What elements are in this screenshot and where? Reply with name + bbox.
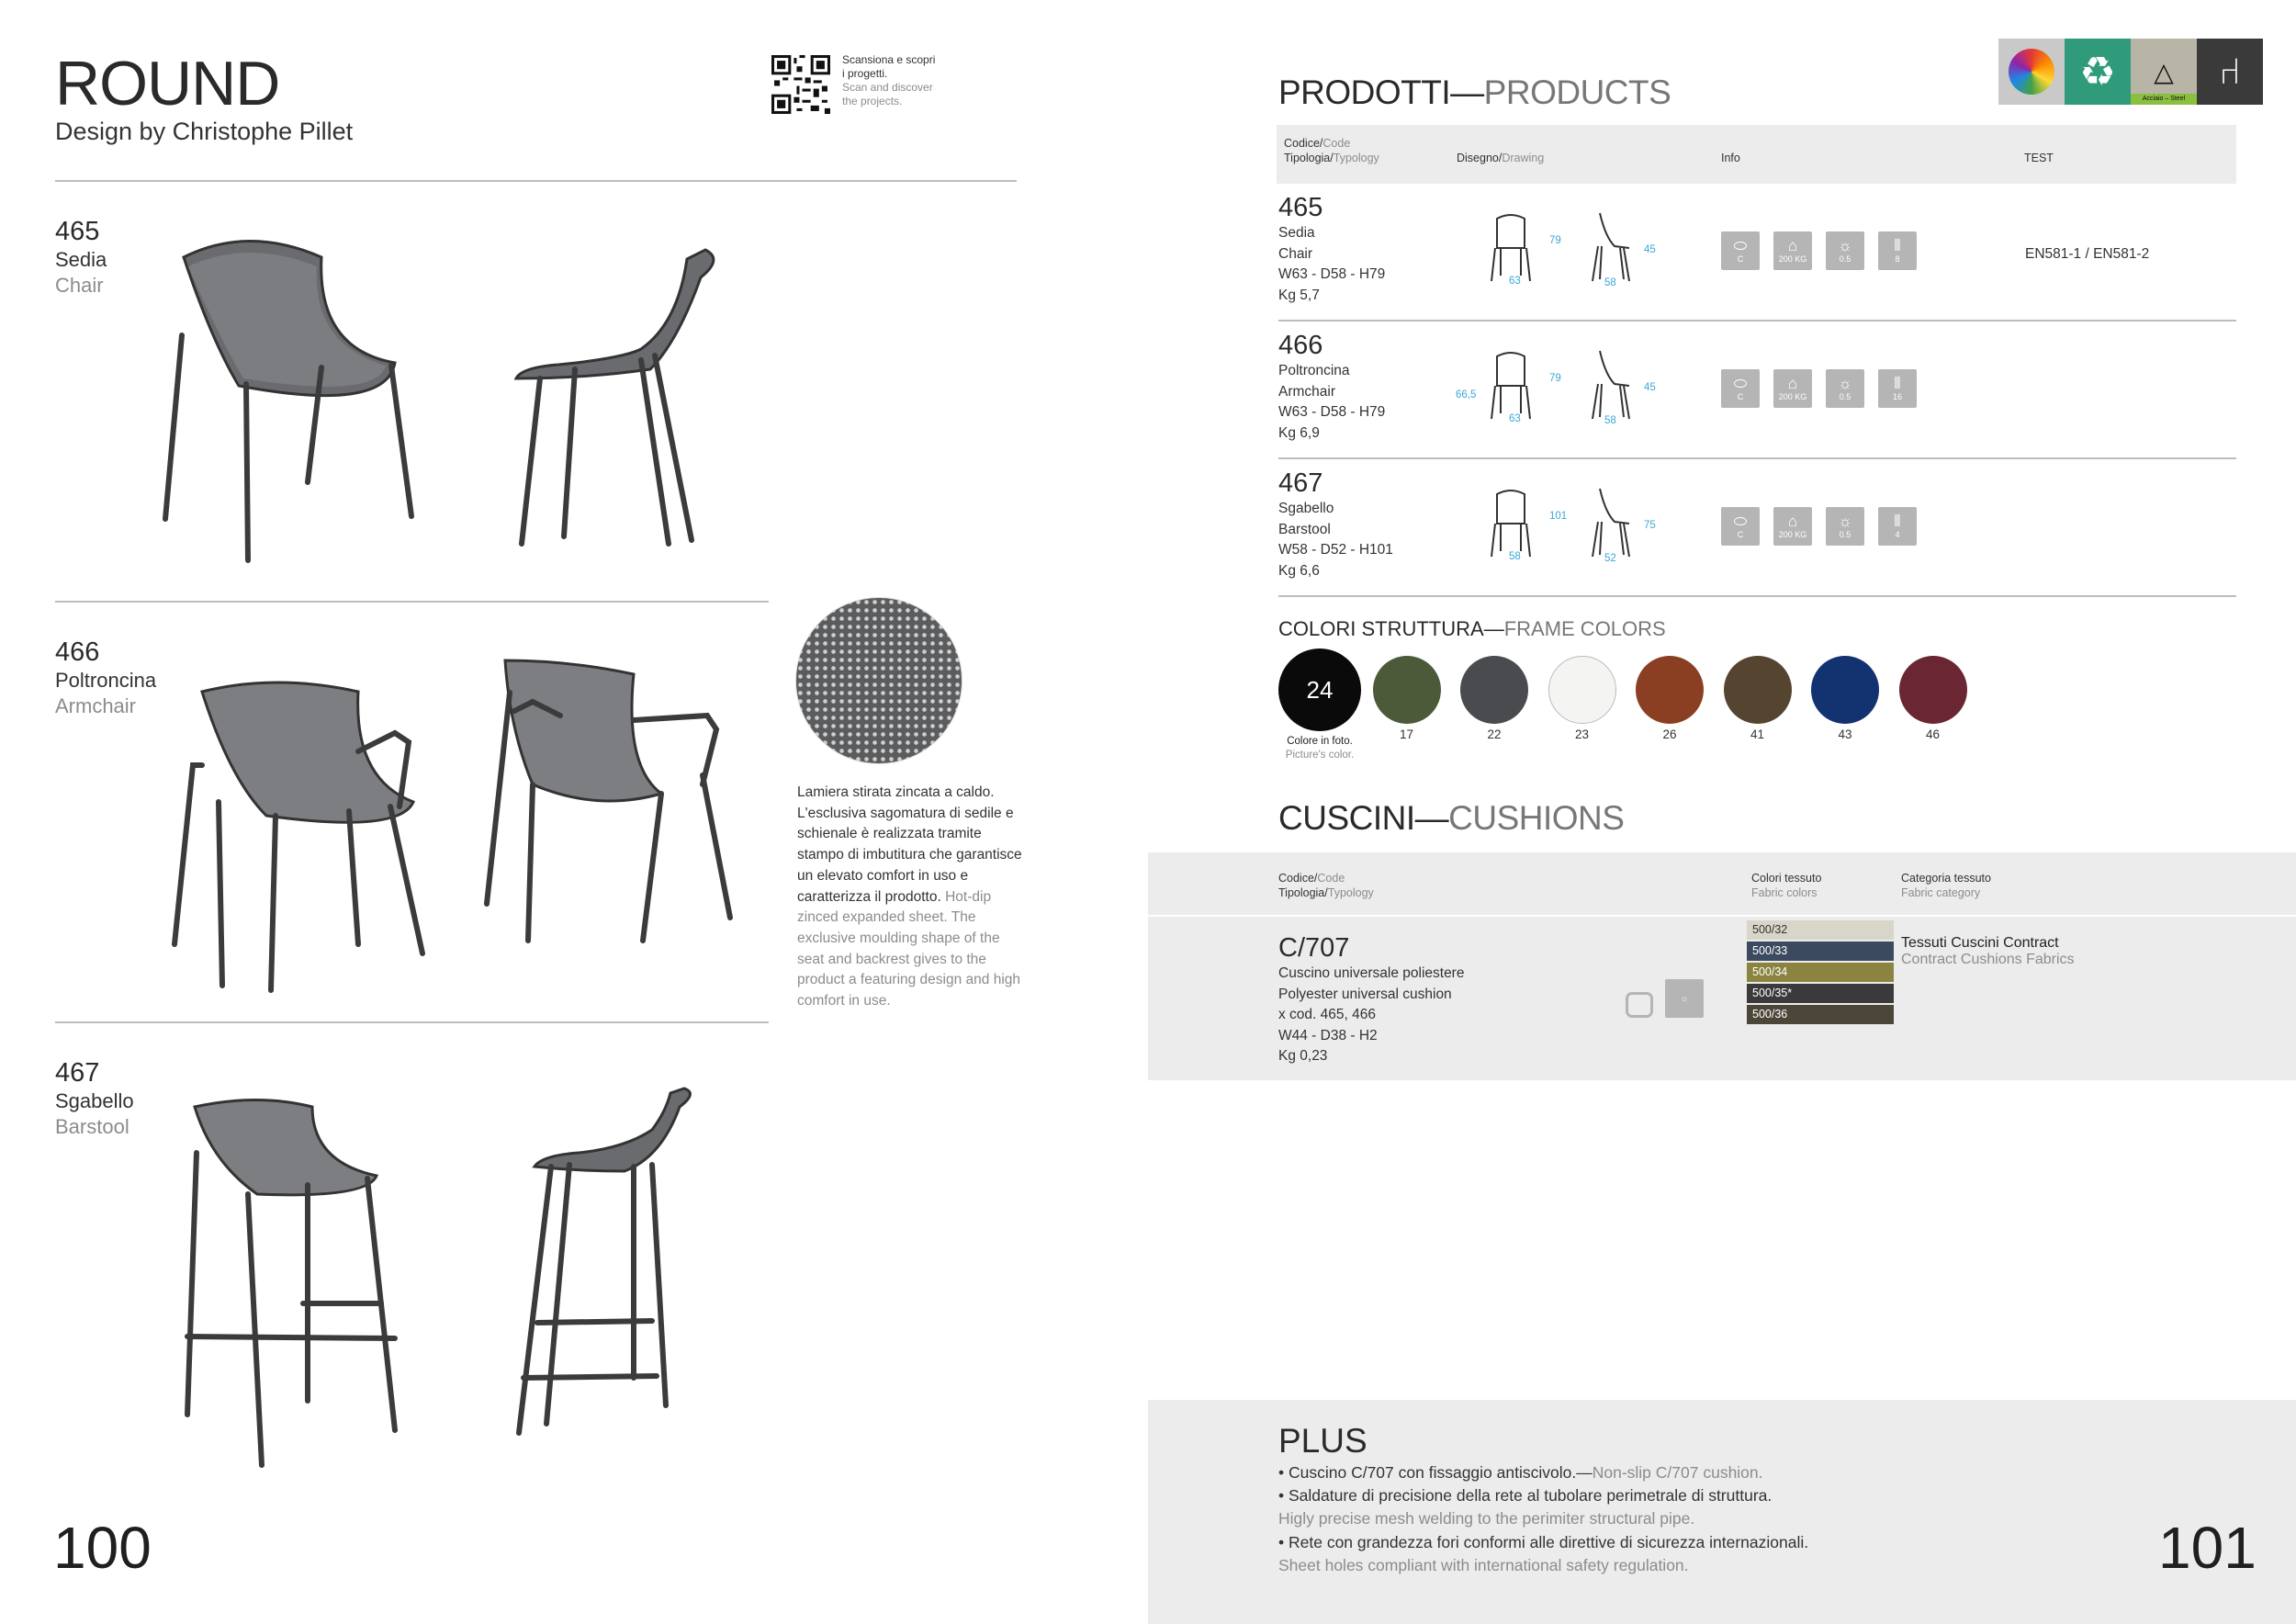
row-weight: Kg 6,6: [1278, 562, 1320, 579]
row-dimensions: W63 - D58 - H79: [1278, 404, 1386, 420]
picture-color-it: Colore in foto.: [1287, 736, 1353, 747]
stackable-icon: ⫴ 4: [1878, 507, 1917, 546]
row-name-it: Poltroncina: [1278, 363, 1350, 378]
frame-colors-title-sep: —: [1483, 617, 1504, 640]
side-depth-dim: 58: [1604, 415, 1616, 426]
side-view-drawing: [1587, 485, 1633, 558]
product-row-info: [1278, 468, 1393, 581]
color-wheel-icon: [1998, 39, 2065, 105]
row-name-en: Armchair: [1278, 383, 1336, 400]
cushion-shape-icon: [1626, 992, 1653, 1018]
cushion-header-category-it: Categoria tessuto: [1901, 872, 1991, 885]
row-name-it: Sgabello: [1278, 501, 1334, 516]
row-name-en: Chair: [1278, 245, 1313, 262]
front-view-drawing: [1488, 485, 1534, 558]
chair-465-side-image: [503, 241, 733, 553]
row-code: 465: [1278, 193, 1323, 222]
cushion-c707: [1278, 933, 1464, 1067]
product-name-it: Poltroncina: [55, 669, 157, 692]
row-code: 467: [1278, 468, 1323, 498]
front-view-drawing: [1488, 209, 1534, 283]
picture-color-en: Picture's color.: [1285, 750, 1355, 761]
cushion-code: C/707: [1278, 933, 1350, 963]
icon-caption: 200 KG: [1778, 530, 1807, 539]
plus-item-1-en: Non-slip C/707 cushion.: [1592, 1463, 1763, 1482]
product-name-en: Chair: [55, 274, 104, 297]
qr-caption-line: i progetti.: [842, 67, 888, 80]
icon-caption: 0.5: [1839, 254, 1851, 264]
row-name-it: Sedia: [1278, 225, 1315, 241]
fabric-color-swatch[interactable]: 500/36: [1747, 1005, 1894, 1024]
products-title-it: PRODOTTI: [1278, 73, 1451, 111]
cushion-compatible-icon: ⬭ C: [1721, 507, 1760, 546]
cushion-header-fabric-category: [1901, 871, 1991, 900]
icon-caption: 0.5: [1839, 530, 1851, 539]
header-drawing: [1457, 151, 1544, 165]
frame-color-swatch[interactable]: [1724, 656, 1792, 724]
swatch-label: 46: [1925, 727, 1941, 741]
header-code-en: Code: [1322, 137, 1351, 150]
frame-color-swatch[interactable]: [1899, 656, 1967, 724]
material-description-en: Hot-dip zinced expanded sheet. The exclusive moulding shape of the seat and backrest gives to the product a featuring design and high comfort in use.: [797, 888, 1021, 1009]
cushion-name-en: Polyester universal cushion: [1278, 986, 1452, 1002]
row-code: 466: [1278, 331, 1323, 360]
plus-item-3-it: • Rete con grandezza fori conformi alle direttive di sicurezza internazionali.: [1278, 1532, 1809, 1551]
fabric-color-swatch[interactable]: 500/34: [1747, 963, 1894, 982]
plus-item-1-it: • Cuscino C/707 con fissaggio antiscivolo.—: [1278, 1463, 1593, 1482]
page-number-right: 101: [2158, 1515, 2257, 1581]
icon-caption: 0.5: [1839, 392, 1851, 401]
header-code-it: Codice/: [1284, 137, 1323, 150]
swatch-label: 23: [1574, 727, 1590, 741]
header-code: [1284, 136, 1379, 165]
frame-colors-title: [1278, 617, 1666, 641]
weight-capacity-icon: ⌂ 200 KG: [1773, 369, 1812, 408]
fabric-category-it: Tessuti Cuscini Contract: [1901, 935, 2059, 951]
frame-color-swatch[interactable]: [1373, 656, 1441, 724]
stackable-icon: ⫴ 8: [1878, 231, 1917, 270]
stack-count: 16: [1892, 392, 1902, 401]
arm-height-dim: 66,5: [1456, 389, 1477, 400]
cushion-compatible-icon: ⬭ C: [1721, 369, 1760, 408]
cushion-header-fabric-en: Fabric colors: [1751, 886, 1818, 899]
front-width-dim: 58: [1509, 551, 1521, 562]
frame-color-swatch[interactable]: [1636, 656, 1704, 724]
chair-type-icon: ⑁: [2197, 39, 2263, 105]
cushion-header-fabric-colors: [1751, 871, 1821, 900]
row-weight: Kg 5,7: [1278, 287, 1320, 303]
plus-item-3-en: Sheet holes compliant with international safety regulation.: [1278, 1555, 1689, 1574]
steel-label: Acciaio – Steel: [2131, 94, 2197, 105]
product-466-label: [55, 637, 156, 719]
badge-strip: [1998, 39, 2296, 105]
cushion-header-code-it: Codice/: [1278, 872, 1318, 885]
product-467-label: [55, 1058, 134, 1140]
products-table-header: [1277, 125, 2236, 184]
products-title-en: PRODUCTS: [1483, 73, 1671, 111]
products-title: [1278, 73, 1671, 112]
cushions-title-it: CUSCINI: [1278, 799, 1415, 837]
steel-recycling-icon: △ Acciaio – Steel: [2131, 39, 2197, 105]
stack-count: 4: [1895, 530, 1900, 539]
qr-caption-line: Scansiona e scopri: [842, 53, 936, 66]
chair-465-front-image: [138, 230, 432, 570]
picture-color-note: [1278, 735, 1361, 762]
row-test-standard: EN581-1 / EN581-2: [2025, 246, 2150, 262]
seat-height-dim: 75: [1644, 520, 1656, 531]
qr-caption: [842, 53, 952, 108]
frame-colors-title-it: COLORI STRUTTURA: [1278, 617, 1484, 640]
product-465-label: [55, 217, 107, 299]
front-height-dim: 79: [1549, 373, 1561, 384]
front-height-dim: 101: [1549, 511, 1568, 522]
cushion-compatible-icon: ⬭ C: [1721, 231, 1760, 270]
product-name-en: Barstool: [55, 1115, 129, 1138]
product-name-en: Armchair: [55, 694, 137, 717]
swatch-label: 22: [1487, 727, 1502, 741]
frame-color-swatch[interactable]: [1811, 656, 1879, 724]
armchair-466-front-image: [165, 678, 441, 995]
barstool-467-front-image: [174, 1098, 404, 1474]
plus-title: PLUS: [1278, 1422, 1367, 1460]
cushion-name-it: Cuscino universale poliestere: [1278, 965, 1465, 981]
material-description: [797, 783, 1027, 1012]
cushion-header-type-en: Typology: [1327, 886, 1374, 899]
front-view-drawing: [1488, 347, 1534, 421]
cushions-title-sep: —: [1414, 799, 1449, 837]
page-number-left: 100: [53, 1515, 152, 1581]
cushion-header-code: [1278, 871, 1374, 900]
icon-caption: 200 KG: [1778, 254, 1807, 264]
products-title-sep: —: [1450, 73, 1484, 111]
header-type-en: Typology: [1333, 152, 1379, 164]
divider: [55, 1021, 769, 1023]
row-dimensions: W58 - D52 - H101: [1278, 542, 1393, 558]
fabric-color-swatch[interactable]: 500/32: [1747, 920, 1894, 940]
header-drawing-en: Drawing: [1502, 152, 1545, 164]
divider: [55, 601, 769, 603]
qr-code-icon[interactable]: [771, 55, 830, 114]
divider: [1148, 915, 2296, 917]
front-width-dim: 63: [1509, 276, 1521, 287]
cushion-header-code-en: Code: [1317, 872, 1345, 885]
cushion-weight: Kg 0,23: [1278, 1048, 1328, 1064]
outdoor-weather-icon: ☼ 0.5: [1826, 369, 1864, 408]
divider: [1278, 457, 2236, 459]
stackable-icon: ⫴ 16: [1878, 369, 1917, 408]
side-view-drawing: [1587, 347, 1633, 421]
stack-count: 8: [1895, 254, 1900, 264]
cushions-title: [1278, 799, 1624, 838]
row-dimensions: W63 - D58 - H79: [1278, 266, 1386, 282]
frame-color-swatch[interactable]: [1278, 648, 1361, 731]
divider: [55, 180, 1017, 182]
header-info: Info: [1721, 152, 1740, 164]
front-width-dim: 63: [1509, 413, 1521, 424]
row-weight: Kg 6,9: [1278, 424, 1320, 441]
product-code: 465: [55, 217, 100, 246]
cushion-header-category-en: Fabric category: [1901, 886, 1981, 899]
swatch-label: 41: [1750, 727, 1765, 741]
qr-caption-line: Scan and discover: [842, 81, 933, 94]
fabric-color-swatch[interactable]: 500/33: [1747, 942, 1894, 961]
header-test: TEST: [2024, 152, 2054, 164]
fabric-category: [1901, 935, 2075, 968]
outdoor-weather-icon: ☼ 0.5: [1826, 231, 1864, 270]
header-drawing-it: Disegno/: [1457, 152, 1503, 164]
product-code: 467: [55, 1058, 100, 1088]
seat-height-dim: 45: [1644, 382, 1656, 393]
designer-credit: Design by Christophe Pillet: [55, 118, 354, 145]
front-height-dim: 79: [1549, 235, 1561, 246]
plus-item-2-it: • Saldature di precisione della rete al tubolare perimetrale di struttura.: [1278, 1486, 1773, 1506]
header-type-it: Tipologia/: [1284, 152, 1334, 164]
cushion-dimensions: W44 - D38 - H2: [1278, 1027, 1378, 1043]
plus-item-2-en: Higly precise mesh welding to the perimiter structural pipe.: [1278, 1509, 1695, 1528]
cushion-header-fabric-it: Colori tessuto: [1751, 872, 1822, 885]
row-name-en: Barstool: [1278, 521, 1331, 537]
collection-title: ROUND: [55, 49, 280, 118]
armchair-466-side-image: [478, 656, 744, 950]
side-view-drawing: [1587, 209, 1633, 283]
fabric-color-swatch[interactable]: 500/35*: [1747, 984, 1894, 1003]
icon-caption: C: [1737, 530, 1744, 539]
frame-colors-title-en: FRAME COLORS: [1503, 617, 1666, 640]
qr-caption-line: the projects.: [842, 95, 903, 107]
divider: [1278, 320, 2236, 321]
icon-caption: C: [1737, 392, 1744, 401]
icon-caption: 200 KG: [1778, 392, 1807, 401]
swatch-code: 24: [1306, 675, 1334, 704]
outdoor-weather-icon: ☼ 0.5: [1826, 507, 1864, 546]
fabric-category-en: Contract Cushions Fabrics: [1901, 952, 2075, 967]
cushion-compatibility: x cod. 465, 466: [1278, 1007, 1376, 1022]
product-name-it: Sgabello: [55, 1089, 134, 1112]
swatch-label: 17: [1399, 727, 1414, 741]
plus-list: [1278, 1461, 1921, 1577]
divider: [1278, 595, 2236, 597]
weather-icon: ☼: [1665, 979, 1704, 1018]
product-row-info: [1278, 193, 1385, 306]
cushion-header-type-it: Tipologia/: [1278, 886, 1328, 899]
swatch-label: 26: [1662, 727, 1677, 741]
material-description-it: Lamiera stirata zincata a caldo. L'esclusiva sagomatura di sedile e schienale è realizzata tramite stampo di imbutitura che garantisce un elevato comfort in uso e caratterizza il prodotto.: [797, 784, 1022, 905]
recycle-icon: ♻: [2065, 39, 2131, 105]
frame-color-swatch[interactable]: [1460, 656, 1528, 724]
swatch-label: 43: [1838, 727, 1852, 741]
icon-caption: C: [1737, 254, 1744, 264]
product-row-info: [1278, 331, 1385, 444]
side-depth-dim: 52: [1604, 553, 1616, 564]
weight-capacity-icon: ⌂ 200 KG: [1773, 507, 1812, 546]
product-name-it: Sedia: [55, 248, 107, 271]
seat-height-dim: 45: [1644, 244, 1656, 255]
product-code: 466: [55, 637, 100, 667]
mesh-detail-image: [795, 597, 962, 764]
cushions-title-en: CUSHIONS: [1448, 799, 1625, 837]
barstool-467-side-image: [514, 1084, 698, 1451]
weight-capacity-icon: ⌂ 200 KG: [1773, 231, 1812, 270]
side-depth-dim: 58: [1604, 277, 1616, 288]
frame-color-swatch[interactable]: [1548, 656, 1616, 724]
